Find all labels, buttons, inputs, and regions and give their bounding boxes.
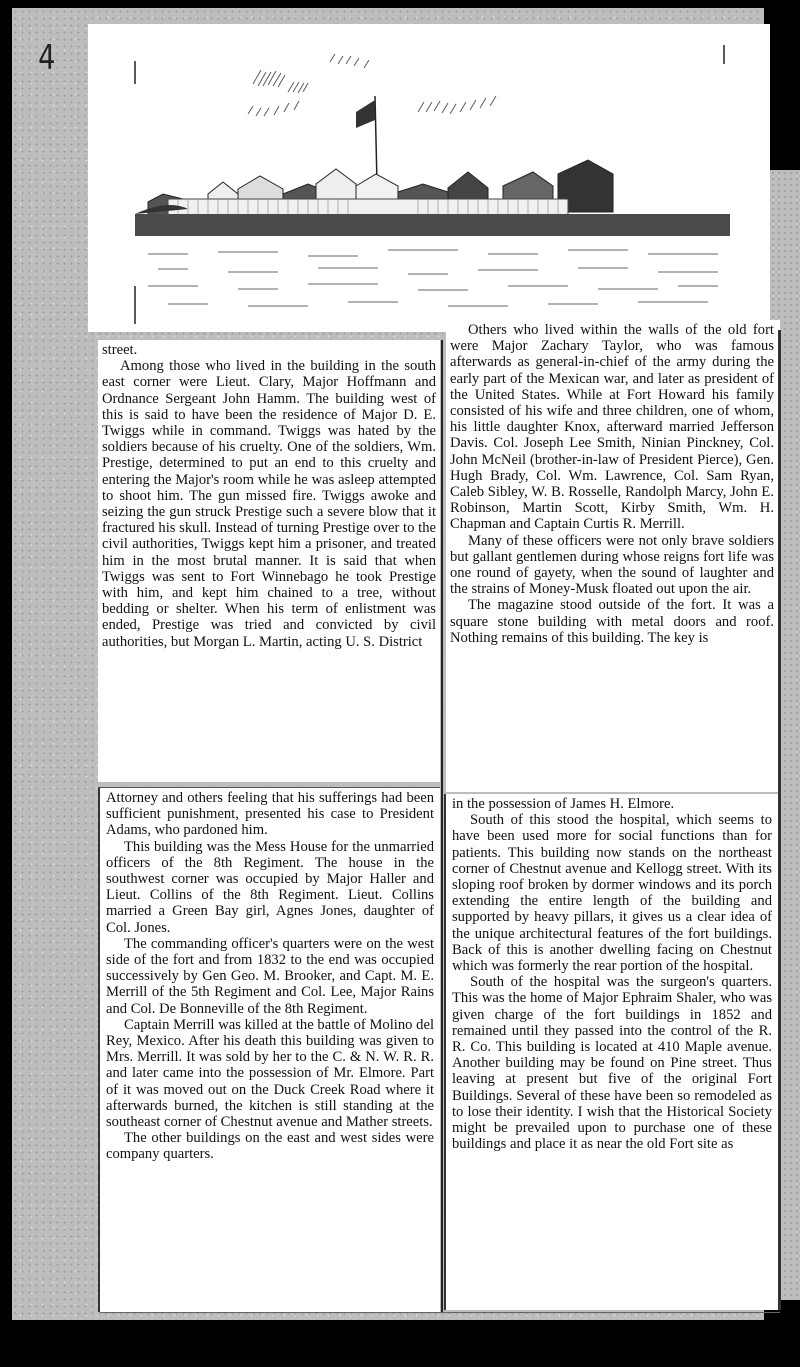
paragraph: This building was the Mess House for the unmarried officers of the 8th Regiment. The house in the southwest corner was occupied by Major Haller and Lieut. Collins of the 8th Regiment. Lieut. Collins married a Green Bay girl, Agnes Jones, daughter of Col. Jones.: [106, 838, 434, 936]
handwritten-page-number: 4: [38, 38, 56, 78]
paragraph: street.: [102, 342, 138, 358]
article-column-left-bottom: [98, 787, 440, 1312]
paragraph: South of the hospital was the surgeon's quarters. This was the home of Major Ephraim Shaler, who was given charge of the fort buildings in 1852 and remained until they passed into the control of the R. R. Co. This building is located at 410 Maple avenue. Another building may be found on Pine street. Thus leaving at present but five of the original Fort Buildings. Several of these have been so remodeled as to lose their identity. I wish that the Historical Society might be prevailed upon to purchase one of these buildings and place it as near the old Fort site as: [452, 974, 772, 1153]
clipping-edge: [778, 330, 781, 1310]
article-column-left-top: [98, 340, 440, 782]
fort-illustration: [88, 24, 770, 332]
paragraph: in the possession of James H. Elmore.: [452, 796, 675, 812]
paragraph: Many of these officers were not only brave soldiers but gallant gentlemen during whose reigns fort life was one round of gayety, when the sound of laughter and the strains of Money-Musk floated out upon the air.: [450, 532, 774, 598]
fort-engraving-icon: [88, 24, 770, 332]
paragraph: The magazine stood outside of the fort. It was a square stone building with metal doors and roof. Nothing remains of this building. The key is: [450, 597, 774, 646]
paragraph: South of this stood the hospital, which seems to have been used more for social functions than for patients. This building now stands on the northeast corner of Chestnut avenue and Kellogg street. With its sloping roof broken by dormer windows and its porch extending the entire length of the building and supported by heavy pillars, it gives us a clear idea of the unique architectural features of the fort buildings. Back of this is another dwelling facing on Chestnut which was formerly the rear portion of the hospital.: [452, 812, 772, 975]
paragraph: The commanding officer's quarters were on the west side of the fort and from 1832 to the end was occupied successively by Gen Geo. M. Brooker, and Capt. M. E. Merrill of the 5th Regiment and Col. Lee, Major Rains and Col. De Bonneville of the 8th Regiment.: [106, 935, 434, 1017]
article-column-right-bottom: [444, 794, 778, 1310]
paragraph: Attorney and others feeling that his sufferings had been sufficient punishment, presented his case to President Adams, who pardoned him.: [106, 790, 434, 839]
article-column-right-top: [446, 320, 780, 792]
column-divider: [441, 340, 443, 1312]
paragraph: Among those who lived in the building in the south east corner were Lieut. Clary, Major Hoffmann and Ordnance Sergeant John Hamm. The building west of this is said to have been the residence of Major D. E. Twiggs while in command. Twiggs was hated by the soldiers because of his cruelty. One of the soldiers, Wm. Prestige, determined to put an end to this cruelty and entering the Major's room while he was asleep attempted to shoot him. The gun missed fire. Twiggs awoke and seizing the gun struck Prestige such a severe blow that it fractured his skull. Instead of turning Prestige over to the civil authorities, Twiggs kept him a prisoner, and treated him in the most brutal manner. It is said that when Twiggs was sent to Fort Winnebago he took Prestige with him, and kept him chained to a tree, without bedding or shelter. When his term of enlistment was ended, Prestige was tried and convicted by civil authorities, but Morgan L. Martin, acting U. S. District: [102, 358, 436, 650]
paragraph: The other buildings on the east and west sides were company quarters.: [106, 1130, 434, 1163]
paragraph: Captain Merrill was killed at the battle of Molino del Rey, Mexico. After his death this building was given to Mrs. Merrill. It was sold by her to the C. & N. W. R. R. and later came into the possession of Mr. Elmore. Part of it was moved out on the Duck Creek Road where it afterwards burned, the kitchen is still standing at the southeast corner of Chestnut avenue and Mather streets.: [106, 1016, 434, 1131]
bottom-rule: [100, 1312, 780, 1313]
paragraph: Others who lived within the walls of the old fort were Major Zachary Taylor, who was famous afterwards as general-in-chief of the army during the early part of the Mexican war, and later as president of the United States. While at Fort Howard his family consisted of his wife and three children, one of whom, his little daughter Knox, afterward married Jefferson Davis. Col. Joseph Lee Smith, Ninian Pinckney, Col. John McNeil (brother-in-law of President Pierce), Gen. Hugh Brady, Col. Wm. Lawrence, Col. Sam Ryan, Caleb Sibley, W. B. Rosselle, Randolph Marcy, John E. Robinson, Martin Scott, Kirby Smith, Wm. H. Chapman and Captain Curtis R. Merrill.: [450, 322, 774, 533]
